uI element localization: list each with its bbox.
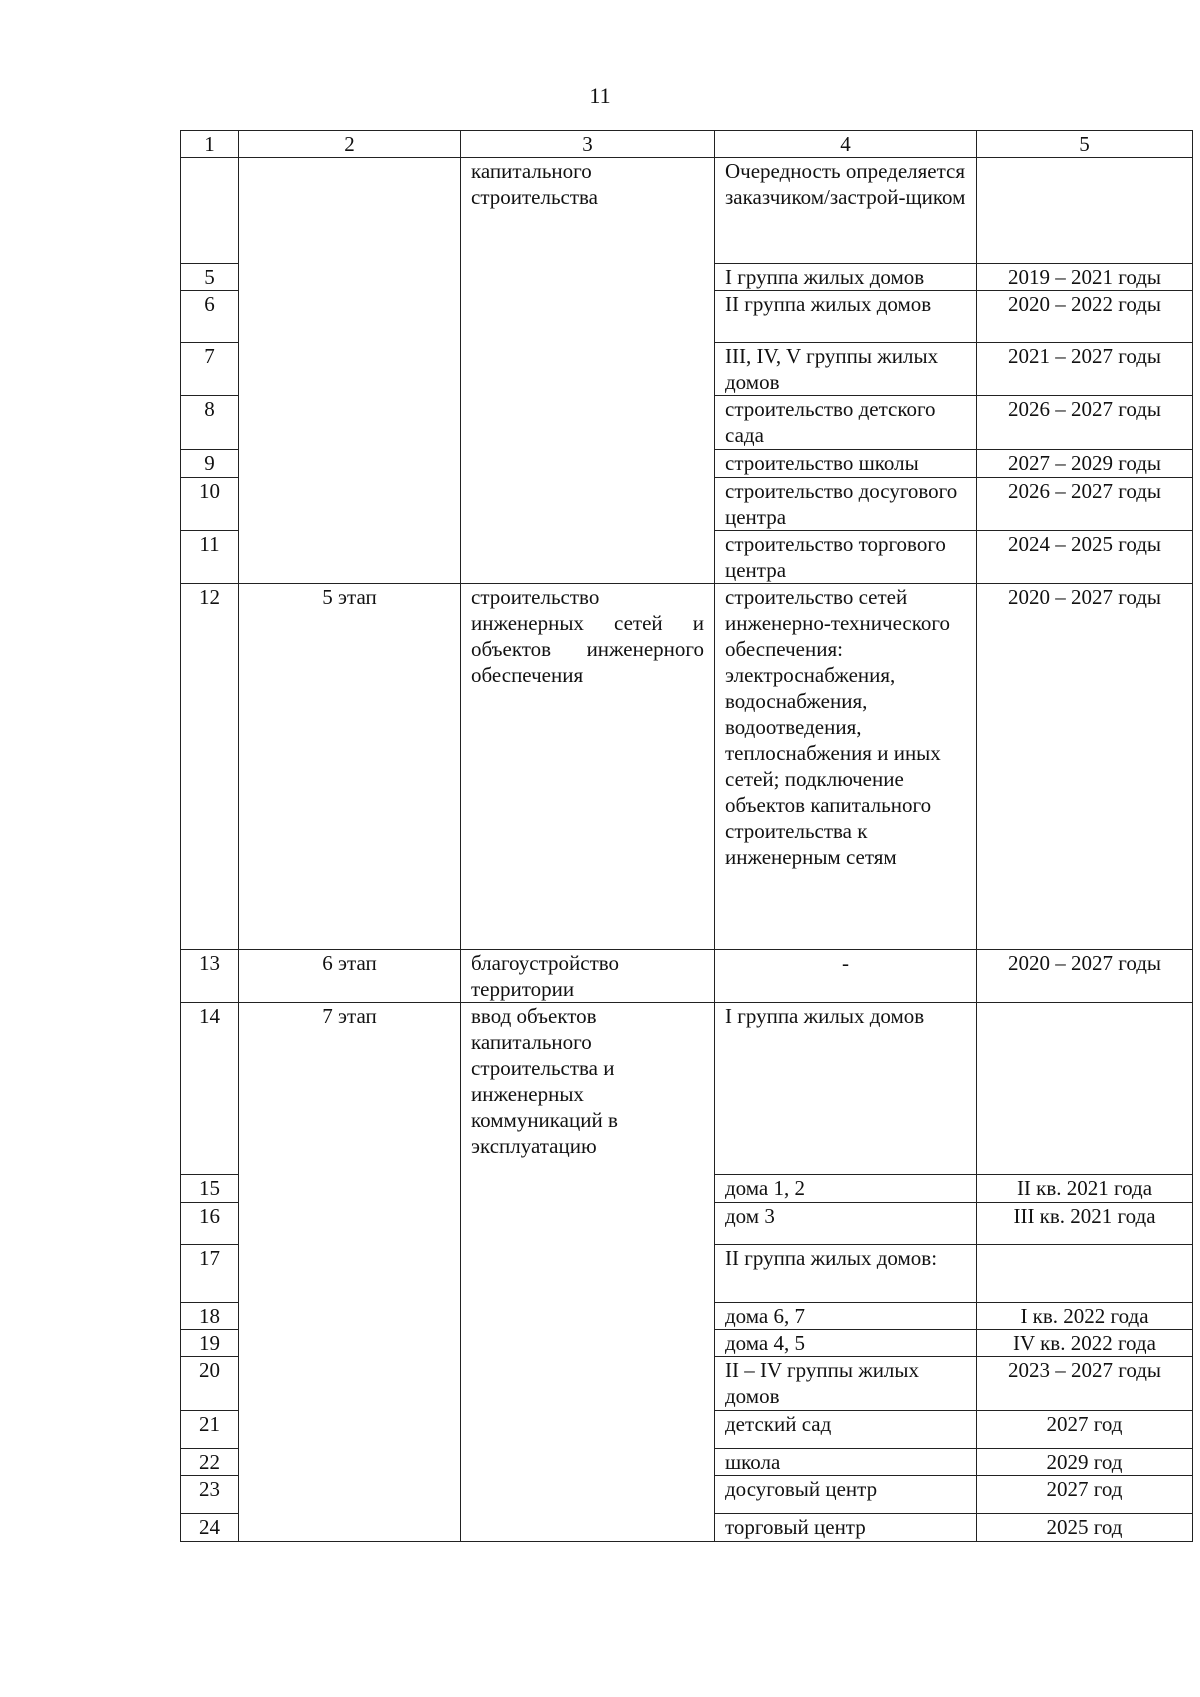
object-cell: II группа жилых домов: [715, 291, 977, 343]
header-cell: 4: [715, 131, 977, 158]
object-cell: школа: [715, 1449, 977, 1476]
period-cell: 2020 – 2027 годы: [977, 950, 1193, 1003]
period-cell: 2029 год: [977, 1449, 1193, 1476]
period-cell: 2026 – 2027 годы: [977, 396, 1193, 450]
period-cell: II кв. 2021 года: [977, 1175, 1193, 1203]
row-number-cell: 16: [181, 1203, 239, 1245]
object-cell: досуговый центр: [715, 1476, 977, 1514]
stage-cell: 6 этап: [239, 950, 461, 1003]
work-type-cell: капитального строительства: [461, 158, 715, 584]
row-number-cell: 15: [181, 1175, 239, 1203]
period-cell: [977, 1003, 1193, 1175]
object-cell: II группа жилых домов:: [715, 1245, 977, 1303]
row-number-cell: 6: [181, 291, 239, 343]
object-cell: I группа жилых домов: [715, 264, 977, 291]
period-cell: 2019 – 2021 годы: [977, 264, 1193, 291]
row-number-cell: 23: [181, 1476, 239, 1514]
row-number-cell: 22: [181, 1449, 239, 1476]
table-row: [181, 950, 1193, 1003]
object-cell: -: [715, 950, 977, 1003]
period-cell: 2023 – 2027 годы: [977, 1357, 1193, 1411]
row-number-cell: 18: [181, 1303, 239, 1330]
table-row: [181, 1003, 1193, 1175]
object-cell: строительство детского сада: [715, 396, 977, 450]
row-number-cell: 20: [181, 1357, 239, 1411]
row-number-cell: 9: [181, 450, 239, 478]
period-cell: 2020 – 2027 годы: [977, 584, 1193, 950]
period-cell: 2026 – 2027 годы: [977, 478, 1193, 531]
object-cell: строительство торгового центра: [715, 531, 977, 584]
row-number-cell: 10: [181, 478, 239, 531]
row-number-cell: 12: [181, 584, 239, 950]
object-cell: детский сад: [715, 1411, 977, 1449]
object-cell: строительство школы: [715, 450, 977, 478]
stage-cell: [239, 158, 461, 584]
header-cell: 5: [977, 131, 1193, 158]
object-cell: Очередность определяется заказчиком/застрой-щиком: [715, 158, 977, 264]
period-cell: I кв. 2022 года: [977, 1303, 1193, 1330]
period-cell: IV кв. 2022 года: [977, 1330, 1193, 1357]
period-cell: 2027 год: [977, 1411, 1193, 1449]
object-cell: III, IV, V группы жилых домов: [715, 343, 977, 396]
row-number-cell: 8: [181, 396, 239, 450]
header-cell: 3: [461, 131, 715, 158]
row-number-cell: 7: [181, 343, 239, 396]
header-cell: 2: [239, 131, 461, 158]
row-number-cell: 14: [181, 1003, 239, 1175]
row-number-cell: 24: [181, 1514, 239, 1542]
row-number-cell: 11: [181, 531, 239, 584]
stage-cell: 5 этап: [239, 584, 461, 950]
period-cell: 2021 – 2027 годы: [977, 343, 1193, 396]
row-number-cell: [181, 158, 239, 264]
object-cell: I группа жилых домов: [715, 1003, 977, 1175]
table-header-row: [181, 131, 1193, 158]
object-cell: строительство досугового центра: [715, 478, 977, 531]
schedule-table: [180, 130, 1193, 1542]
period-cell: 2027 год: [977, 1476, 1193, 1514]
period-cell: [977, 1245, 1193, 1303]
period-cell: III кв. 2021 года: [977, 1203, 1193, 1245]
stage-cell: 7 этап: [239, 1003, 461, 1542]
object-cell: строительство сетей инженерно-технического обеспечения: электроснабжения, водоснабжения, водоотведения, теплоснабжения и иных сетей; подключение объектов капитального строительства к инженерным сетям: [715, 584, 977, 950]
row-number-cell: 21: [181, 1411, 239, 1449]
table-row: [181, 584, 1193, 950]
period-cell: 2025 год: [977, 1514, 1193, 1542]
work-type-cell: благоустройство территории: [461, 950, 715, 1003]
work-type-cell: строительство инженерных сетей и объектов инженерного обеспечения: [461, 584, 715, 950]
work-type-cell: ввод объектов капитального строительства и инженерных коммуникаций в эксплуатацию: [461, 1003, 715, 1542]
object-cell: дома 1, 2: [715, 1175, 977, 1203]
period-cell: 2024 – 2025 годы: [977, 531, 1193, 584]
object-cell: торговый центр: [715, 1514, 977, 1542]
object-cell: дом 3: [715, 1203, 977, 1245]
page-number: 11: [589, 83, 611, 108]
period-cell: [977, 158, 1193, 264]
row-number-cell: 17: [181, 1245, 239, 1303]
object-cell: дома 6, 7: [715, 1303, 977, 1330]
period-cell: 2020 – 2022 годы: [977, 291, 1193, 343]
header-cell: 1: [181, 131, 239, 158]
period-cell: 2027 – 2029 годы: [977, 450, 1193, 478]
row-number-cell: 19: [181, 1330, 239, 1357]
row-number-cell: 13: [181, 950, 239, 1003]
row-number-cell: 5: [181, 264, 239, 291]
object-cell: дома 4, 5: [715, 1330, 977, 1357]
table-row: [181, 158, 1193, 264]
object-cell: II – IV группы жилых домов: [715, 1357, 977, 1411]
